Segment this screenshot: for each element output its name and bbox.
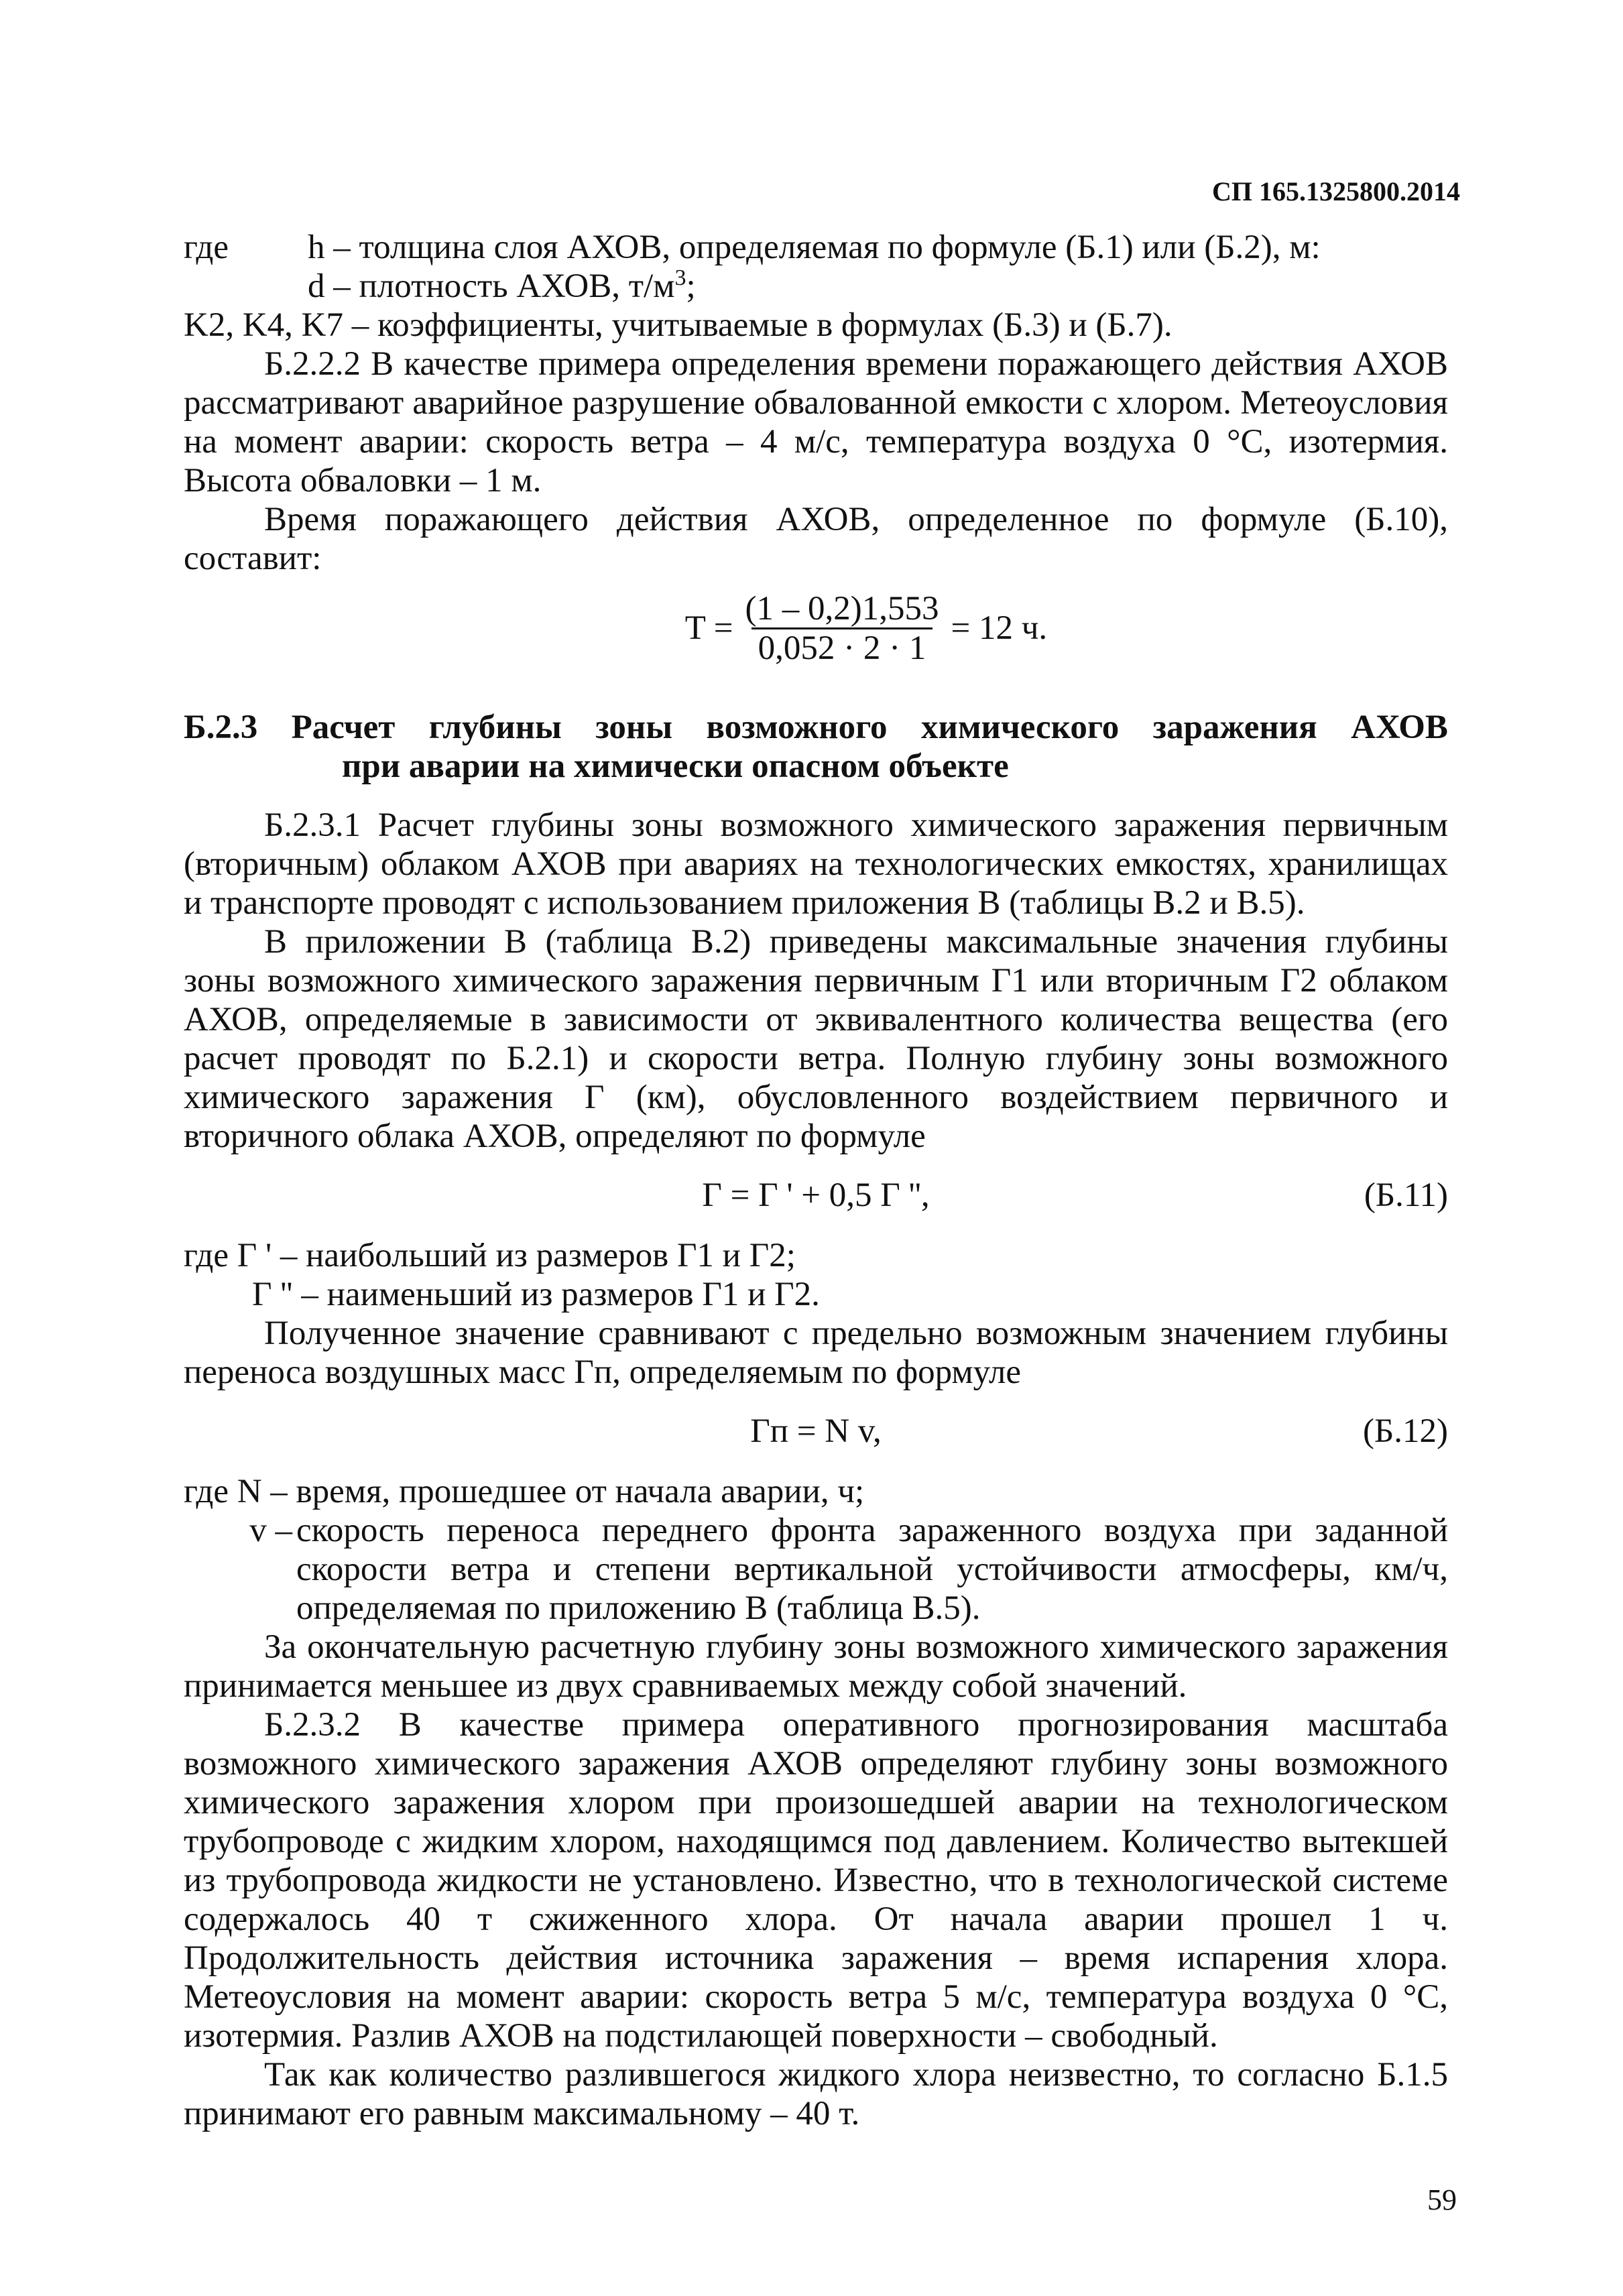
where-g-prime: где Г ' – наибольший из размеров Г1 и Г2; <box>184 1237 796 1274</box>
page-number: 59 <box>1427 2183 1457 2216</box>
formula-t-lhs: T = <box>684 609 733 647</box>
paragraph-final-depth: За окончательную расчетную глубину зоны возможного химического заражения принимается меньшее из двух сравниваемых между собой значений. <box>184 1628 1448 1705</box>
formula-t-denominator: 0,052 · 2 · 1 <box>752 627 933 667</box>
where-h-row <box>184 228 1448 267</box>
where-n-definition: где N – время, прошедшее от начала аварии, ч; <box>184 1473 865 1510</box>
section-word: химического <box>920 709 1120 746</box>
section-word: Расчет <box>291 709 396 746</box>
paragraph-b2231: Б.2.3.1 Расчет глубины зоны возможного химического заражения первичным (вторичным) облаком АХОВ при авариях на технологических емкостях, хранилищах и транспорте проводят с использованием приложения В (таблицы В.2 и В.5). <box>184 806 1448 922</box>
section-word: возможного <box>706 709 888 746</box>
formula-b12 <box>184 1412 1448 1452</box>
where-lead: где <box>184 229 229 266</box>
section-heading-line2: при аварии на химически опасном объекте <box>342 747 1009 785</box>
paragraph-last: Так как количество разлившегося жидкого хлора неизвестно, то согласно Б.1.5 принимают его равным максимальному – 40 т. <box>184 2056 1448 2132</box>
where-d-tail: ; <box>686 267 696 305</box>
section-word: глубины <box>428 709 562 746</box>
formula-b12-number: (Б.12) <box>1362 1412 1448 1450</box>
formula-b11-expression: Г = Г ' + 0,5 Г '', <box>702 1176 930 1214</box>
section-word: АХОВ <box>1351 709 1448 746</box>
paragraph-time-result: Время поражающего действия АХОВ, определенное по формуле (Б.10), составит: <box>184 501 1448 577</box>
formula-t-rhs: = 12 ч. <box>951 609 1048 647</box>
paragraph-appendix-b: В приложении В (таблица В.2) приведены максимальные значения глубины зоны возможного химического заражения первичным Г1 или вторичным Г2 облаком АХОВ, определяемые в зависимости от эквивалентного количества вещества (его расчет проводят по Б.2.1) и скорости ветра. Полную глубину зоны возможного химического заражения Г (км), обусловленного воздействием первичного и вторичного облака АХОВ, определяют по формуле <box>184 923 1448 1155</box>
section-heading-line1 <box>184 708 1448 747</box>
document-code-header: СП 165.1325800.2014 <box>1212 176 1460 206</box>
paragraph-b2232: Б.2.3.2 В качестве примера оперативного прогнозирования масштаба возможного химического заражения АХОВ определяют глубину зоны возможного химического заражения хлором при произошедшей аварии на технологическом трубопроводе с жидким хлором, находящимся под давлением. Количество вытекшей из трубопровода жидкости не установлено. Известно, что в технологической системе содержалось 40 т сжиженного хлора. От начала аварии прошел 1 ч. Продолжительность действия источника заражения – время испарения хлора. Метеоусловия на момент аварии: скорость ветра 5 м/с, температура воздуха 0 °С, изотермия. Разлив АХОВ на подстилающей поверхности – свободный. <box>184 1706 1448 2055</box>
where-d-definition: d – плотность АХОВ, т/м <box>308 267 675 305</box>
formula-b12-expression: Гп = N v, <box>750 1412 882 1450</box>
where-g-double-prime: Г '' – наименьший из размеров Г1 и Г2. <box>252 1276 820 1313</box>
formula-t-numerator: (1 – 0,2)1,553 <box>745 589 939 627</box>
where-v-lead: v – <box>249 1512 292 1549</box>
section-heading-b23 <box>184 708 1448 786</box>
formula-b11-number: (Б.11) <box>1364 1176 1448 1214</box>
section-word: зоны <box>595 709 673 746</box>
where-v-definition <box>184 1511 1448 1628</box>
document-body <box>184 228 1448 2133</box>
section-number: Б.2.3 <box>184 709 258 746</box>
paragraph-compare: Полученное значение сравнивают с предельно возможным значением глубины переноса воздушных масс Гп, определяемым по формуле <box>184 1315 1448 1391</box>
where-v-body: скорость переноса переднего фронта зараженного воздуха при заданной скорости ветра и степени вертикальной устойчивости атмосферы, км/ч, определяемая по приложению В (таблица В.5). <box>296 1512 1448 1627</box>
paragraph-b2222: Б.2.2.2 В качестве примера определения времени поражающего действия АХОВ рассматривают аварийное разрушение обвалованной емкости с хлором. Метеоусловия на момент аварии: скорость ветра – 4 м/с, температура воздуха 0 °С, изотермия. Высота обваловки – 1 м. <box>184 345 1448 499</box>
formula-b11 <box>184 1176 1448 1216</box>
formula-t-fraction <box>739 590 946 667</box>
cube-superscript: 3 <box>674 265 686 290</box>
where-h-definition: h – толщина слоя АХОВ, определяемая по формуле (Б.1) или (Б.2), м: <box>308 229 1321 266</box>
where-d-row <box>308 267 1448 306</box>
where-k-definition: K2, K4, K7 – коэффициенты, учитываемые в формулах (Б.3) и (Б.7). <box>184 306 1173 344</box>
formula-t <box>284 578 1448 678</box>
section-word: заражения <box>1152 709 1317 746</box>
